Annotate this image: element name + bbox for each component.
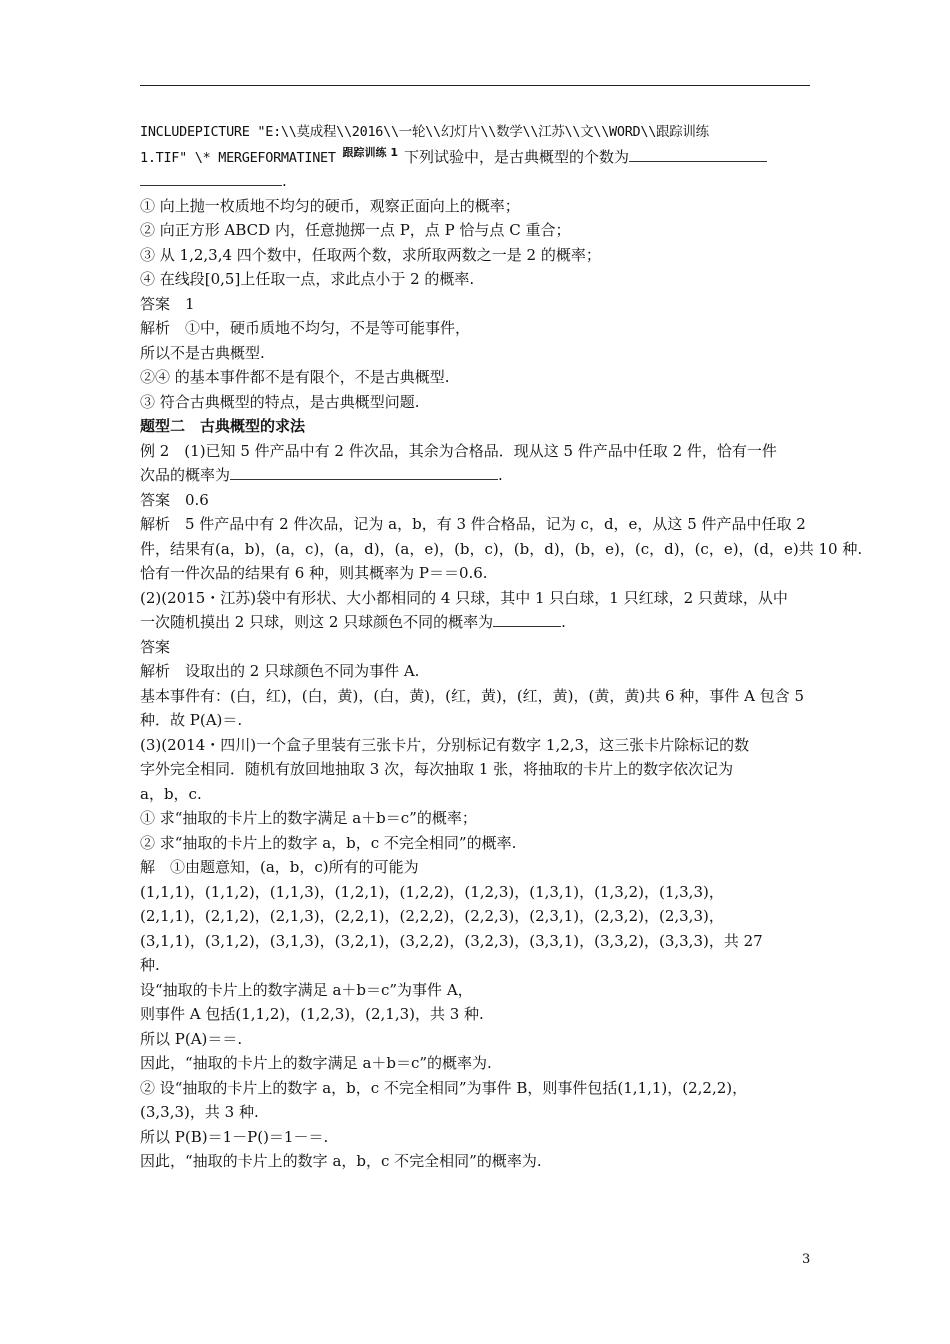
example2-q2-line2 [140, 610, 812, 635]
period: . [282, 172, 287, 190]
q2-text: 一次随机摸出 2 只球，则这 2 只球颜色不同的概率为 [140, 613, 494, 631]
solution-line: 解析 设取出的 2 只球颜色不同为事件 A. [140, 662, 420, 680]
solution-line: ② 设“抽取的卡片上的数字 a，b，c 不完全相同”为事件 B，则事件包括(1,1,1)，(2,2,2)， [140, 1078, 748, 1097]
answer-blank-cont [140, 170, 282, 186]
solution-line: 所以 P(B)＝1－P()＝1－＝. [140, 1127, 329, 1146]
answer-2-2: 答案 [140, 637, 171, 656]
analysis-line: 所以不是古典概型. [140, 343, 265, 362]
period: . [498, 466, 503, 484]
solution-line: 种. [140, 956, 160, 974]
answer-blank [629, 146, 767, 162]
example2-q1-line1: 例 2 (1)已知 5 件产品中有 2 件次品，其余为合格品．现从这 5 件产品中任取 2 件，恰有一件 [140, 441, 777, 460]
solution-line: 所以 P(A)＝＝. [140, 1029, 243, 1048]
option-4: ④ 在线段[0,5]上任取一点，求此点小于 2 的概率. [140, 270, 475, 288]
solution-line: 因此，“抽取的卡片上的数字 a，b，c 不完全相同”的概率为. [140, 1152, 542, 1170]
option-3: ③ 从 1,2,3,4 四个数中，任取两个数，求所取两数之一是 2 的概率； [140, 245, 601, 264]
analysis-line: 解析 ①中，硬币质地不均匀，不是等可能事件， [140, 319, 471, 337]
example2-q2-line1: (2)(2015・江苏)袋中有形状、大小都相同的 4 只球，其中 1 只白球，1 只红球，2 只黄球，从中 [140, 588, 788, 607]
section-heading: 题型二 古典概型的求法 [140, 417, 306, 435]
include-field-line1: INCLUDEPICTURE "E:\\莫成程\\2016\\一轮\\幻灯片\\数学\\江苏\\文\\WORD\\跟踪训练 [140, 124, 709, 140]
example2-q3-line: ② 求“抽取的卡片上的数字 a，b，c 不完全相同”的概率. [140, 833, 517, 852]
example2-q3-line: (3)(2014・四川)一个盒子里装有三张卡片，分别标记有数字 1,2,3，这三张卡片除标记的数 [140, 735, 750, 754]
solution-line: (3,3,3)，共 3 种. [140, 1103, 259, 1121]
solution-line: 基本事件有：(白，红)，(白，黄)，(白，黄)，(红，黄)，(红，黄)，(黄，黄)共 6 种，事件 A 包含 5 [140, 686, 804, 705]
solution-line: 种．故 P(A)＝. [140, 711, 243, 729]
question-stem: 下列试验中，是古典概型的个数为 [403, 147, 629, 166]
triples-line: (3,1,1)，(3,1,2)，(3,1,3)，(3,2,1)，(3,2,2)，(3,2,3)，(3,3,1)，(3,3,2)，(3,3,3)，共 27 [140, 931, 763, 950]
blank-continuation [140, 169, 812, 194]
solution-line: 因此，“抽取的卡片上的数字满足 a＋b＝c”的概率为. [140, 1054, 492, 1072]
solution-line: 设“抽取的卡片上的数字满足 a＋b＝c”为事件 A， [140, 980, 473, 999]
include-field-line2 [140, 145, 812, 170]
example2-q3-line: 字外完全相同．随机有放回地抽取 3 次，每次抽取 1 张，将抽取的卡片上的数字依次记为 [140, 760, 734, 778]
answer-blank [493, 611, 561, 627]
period: . [561, 613, 566, 631]
solution-line: 件，结果有(a，b)，(a，c)，(a，d)，(a，e)，(b，c)，(b，d)，(b，e)，(c，d)，(c，e)，(d，e)共 10 种. [140, 539, 863, 558]
document-body [140, 120, 863, 1174]
header-rule [140, 85, 810, 86]
example2-q1-line2 [140, 463, 812, 488]
page-number: 3 [802, 1252, 811, 1267]
analysis-line: ③ 符合古典概型的特点，是古典概型问题. [140, 392, 420, 411]
solution-line: 则事件 A 包括(1,1,2)，(1,2,3)，(2,1,3)，共 3 种. [140, 1005, 484, 1023]
q1-text: 次品的概率为 [140, 466, 231, 484]
option-2: ② 向正方形 ABCD 内，任意抛掷一点 P，点 P 恰与点 C 重合； [140, 221, 571, 239]
solution-head: 解 ①由题意知，(a，b，c)所有的可能为 [140, 858, 419, 876]
option-1: ① 向上抛一枚质地不均匀的硬币，观察正面向上的概率； [140, 196, 520, 215]
tracking-badge: 跟踪训练 1 [342, 145, 398, 159]
example2-q3-line: ① 求“抽取的卡片上的数字满足 a＋b＝c”的概率； [140, 809, 477, 827]
answer-blank [230, 464, 498, 480]
triples-line: (1,1,1)，(1,1,2)，(1,1,3)，(1,2,1)，(1,2,2)，(1,2,3)，(1,3,1)，(1,3,2)，(1,3,3)， [140, 882, 724, 901]
solution-line: 恰有一件次品的结果有 6 种，则其概率为 P＝＝0.6. [140, 564, 488, 582]
include-field-code: 1.TIF" \* MERGEFORMATINET [140, 149, 336, 166]
triples-line: (2,1,1)，(2,1,2)，(2,1,3)，(2,2,1)，(2,2,2)，(2,2,3)，(2,3,1)，(2,3,2)，(2,3,3)， [140, 907, 724, 925]
example2-q3-line: a，b，c. [140, 784, 202, 803]
answer-1: 答案 1 [140, 294, 195, 313]
answer-2-1: 答案 0.6 [140, 490, 209, 509]
solution-line: 解析 5 件产品中有 2 件次品，记为 a，b，有 3 件合格品，记为 c，d，e，从这 5 件产品中任取 2 [140, 515, 806, 533]
analysis-line: ②④ 的基本事件都不是有限个，不是古典概型. [140, 368, 450, 386]
